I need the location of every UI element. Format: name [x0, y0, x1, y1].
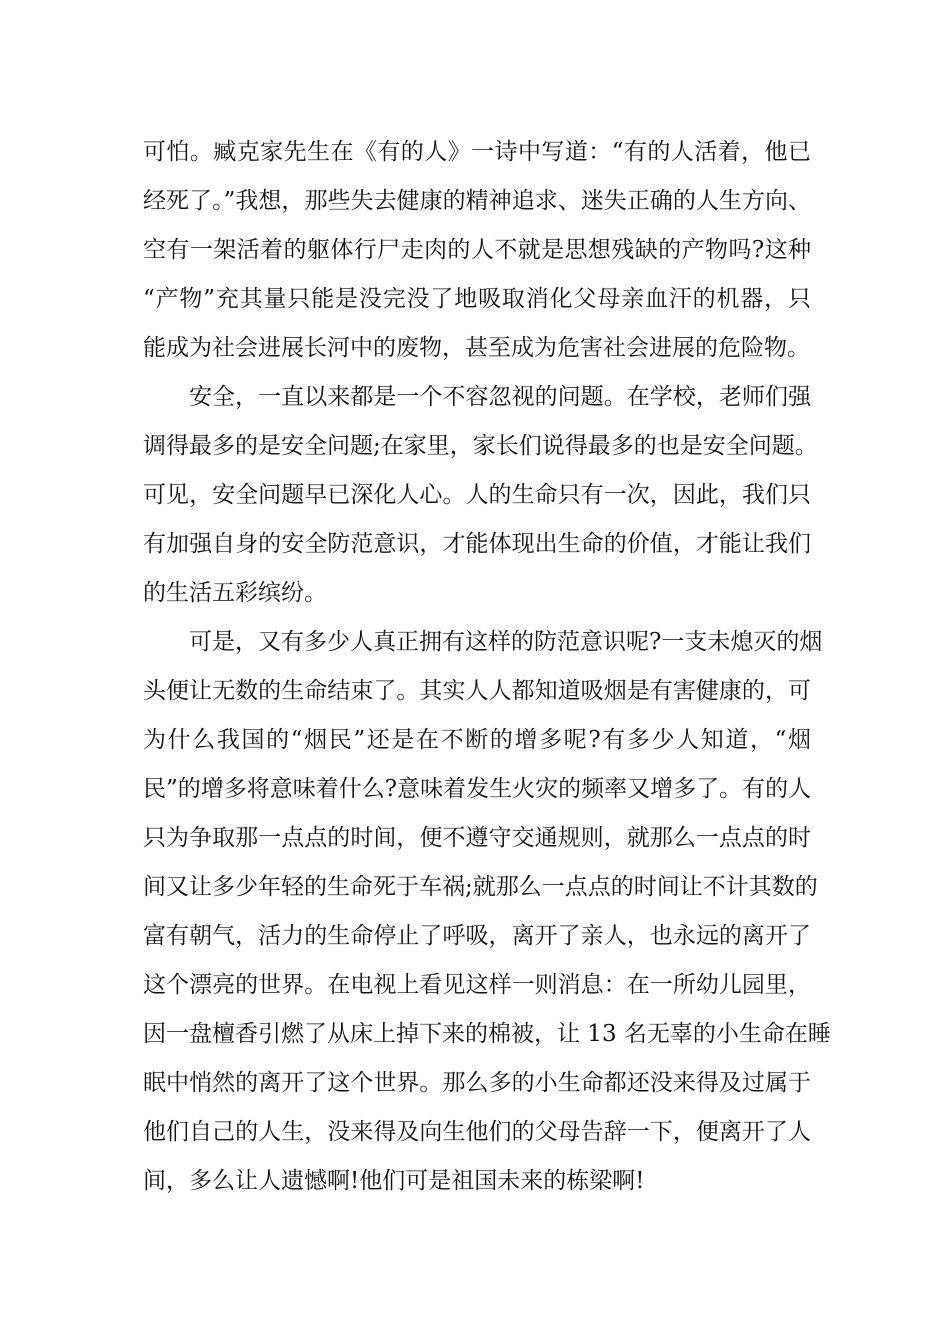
text-line: 有加强自身的安全防范意识，才能体现出生命的价值，才能让我们: [143, 531, 811, 557]
text-line: 间，多么让人遗憾啊!他们可是祖国未来的栋梁啊!: [143, 1168, 645, 1194]
text-line: 眠中悄然的离开了这个世界。那么多的小生命都还没来得及过属于: [143, 1070, 811, 1096]
text-line: 为什么我国的“烟民”还是在不断的增多呢?有多少人知道，“烟: [143, 727, 811, 753]
text-line: 可是，又有多少人真正拥有这样的防范意识呢?一支未熄灭的烟: [189, 629, 823, 655]
text-line: 可见，安全问题早已深化人心。人的生命只有一次，因此，我们只: [143, 482, 811, 508]
text-line: “产物”充其量只能是没完没了地吸取消化父母亲血汗的机器，只: [143, 286, 811, 312]
text-line: 他们自己的人生，没来得及向生他们的父母告辞一下，便离开了人: [143, 1119, 811, 1145]
text-line: 富有朝气，活力的生命停止了呼吸，离开了亲人，也永远的离开了: [143, 923, 811, 949]
document-body: [143, 128, 831, 1206]
paragraph-1: [143, 128, 811, 373]
text-line: 间又让多少年轻的生命死于车祸;就那么一点点的时间让不计其数的: [143, 874, 818, 900]
text-line: 因一盘檀香引燃了从床上掉下来的棉被，让 13 名无辜的小生命在睡: [143, 1021, 831, 1047]
text-line: 只为争取那一点点的时间，便不遵守交通规则，就那么一点点的时: [143, 825, 811, 851]
text-line: 调得最多的是安全问题;在家里，家长们说得最多的也是安全问题。: [143, 433, 818, 459]
text-line: 能成为社会进展长河中的废物，甚至成为危害社会进展的危险物。: [143, 335, 810, 361]
text-line: 这个漂亮的世界。在电视上看见这样一则消息：在一所幼儿园里，: [143, 972, 811, 998]
paragraph-2: [143, 373, 818, 618]
paragraph-3: [143, 618, 831, 1206]
text-line: 民”的增多将意味着什么?意味着发生火灾的频率又增多了。有的人: [143, 776, 812, 802]
text-line: 空有一架活着的躯体行尸走肉的人不就是思想残缺的产物吗?这种: [143, 237, 811, 263]
text-line: 头便让无数的生命结束了。其实人人都知道吸烟是有害健康的，可: [143, 678, 811, 704]
text-line: 经死了。”我想，那些失去健康的精神追求、迷失正确的人生方向、: [143, 188, 811, 214]
text-line: 可怕。臧克家先生在《有的人》一诗中写道：“有的人活着，他已: [143, 139, 811, 165]
text-line: 的生活五彩缤纷。: [143, 580, 327, 606]
text-line: 安全，一直以来都是一个不容忽视的问题。在学校，老师们强: [189, 384, 811, 410]
